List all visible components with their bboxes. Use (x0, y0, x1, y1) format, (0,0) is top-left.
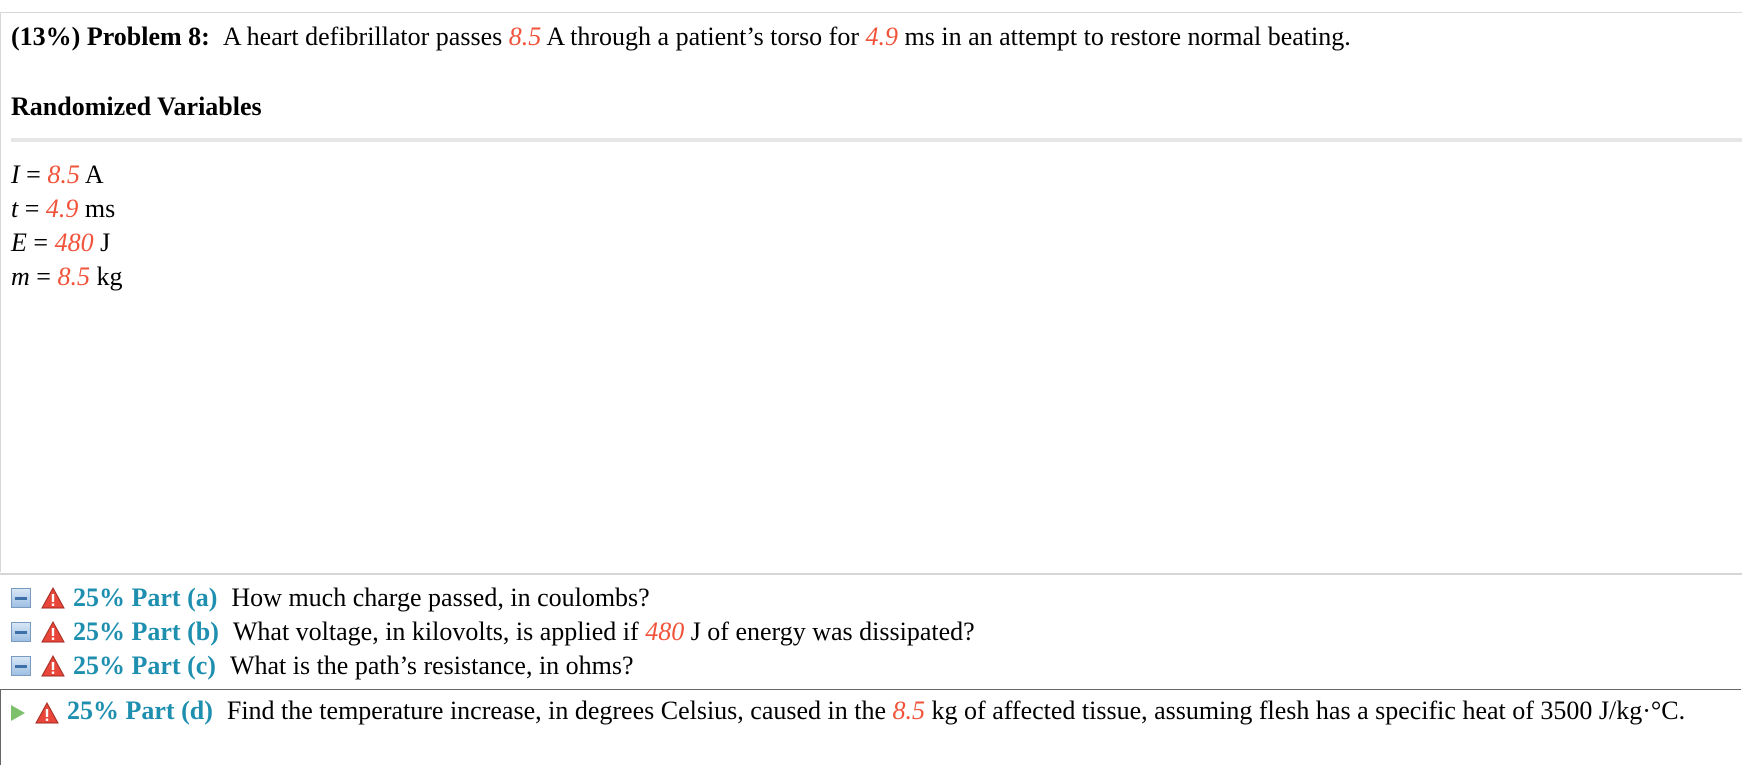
mass-value: 8.5 (892, 696, 926, 725)
part-d-row[interactable] (11, 694, 1731, 728)
variable-unit: ms (78, 194, 116, 223)
part-c-row[interactable] (11, 649, 975, 683)
problem-label: Problem 8: (86, 22, 210, 51)
randomized-variables-heading: Randomized Variables (11, 92, 262, 121)
variable-unit: A (79, 160, 104, 189)
variable-value: 4.9 (45, 194, 79, 223)
variable-value: 480 (54, 228, 94, 257)
part-c-label[interactable]: 25% Part (c) (73, 651, 216, 680)
time-value: 4.9 (865, 22, 899, 51)
warning-icon (41, 587, 65, 609)
top-divider (0, 12, 1742, 13)
problem-weight: (13%) (11, 22, 81, 51)
part-b-label[interactable]: 25% Part (b) (73, 617, 219, 646)
variable-row (11, 158, 122, 192)
variable-symbol: m (11, 262, 30, 291)
expand-box-icon[interactable] (11, 622, 31, 642)
part-a-row[interactable] (11, 581, 975, 615)
variable-equals: = (18, 194, 46, 223)
variable-row (11, 260, 122, 294)
problem-statement (11, 22, 1351, 52)
parts-divider (0, 573, 1742, 575)
warning-icon (35, 702, 59, 724)
variable-value: 8.5 (47, 160, 80, 189)
variable-unit: kg (89, 262, 123, 291)
part-a-label[interactable]: 25% Part (a) (73, 583, 218, 612)
part-d-question-2: kg of affected tissue, assuming flesh has a specific heat of 3500 J/kg·°C. (931, 696, 1686, 725)
variable-value: 8.5 (57, 262, 90, 291)
variable-row (11, 226, 122, 260)
part-a-question: How much charge passed, in coulombs? (231, 583, 650, 612)
variable-unit: J (93, 228, 111, 257)
part-b-question-1: What voltage, in kilovolts, is applied if (232, 617, 639, 646)
variable-equals: = (26, 228, 55, 257)
play-icon[interactable] (11, 705, 25, 721)
variables-list (11, 158, 122, 294)
energy-value: 480 (645, 617, 685, 646)
part-b-row[interactable] (11, 615, 975, 649)
variable-symbol: I (11, 160, 20, 189)
variable-equals: = (29, 262, 58, 291)
left-border (0, 12, 1, 572)
part-d-label[interactable]: 25% Part (d) (67, 696, 213, 725)
problem-text-1: A heart defibrillator passes (222, 22, 503, 51)
variable-equals: = (19, 160, 48, 189)
part-d-question-1: Find the temperature increase, in degrees Celsius, caused in the (226, 696, 887, 725)
variable-row (11, 192, 122, 226)
heading-divider (11, 138, 1742, 142)
problem-text-2: A through a patient’s torso for (546, 22, 860, 51)
variable-symbol: E (11, 228, 27, 257)
warning-icon (41, 621, 65, 643)
parts-list (11, 581, 975, 683)
warning-icon (41, 655, 65, 677)
variable-symbol: t (11, 194, 19, 223)
problem-text-3: ms in an attempt to restore normal beating. (904, 22, 1351, 51)
expand-box-icon[interactable] (11, 656, 31, 676)
current-value: 8.5 (508, 22, 542, 51)
part-b-question-2: J of energy was dissipated? (690, 617, 975, 646)
expand-box-icon[interactable] (11, 588, 31, 608)
part-c-question: What is the path’s resistance, in ohms? (229, 651, 634, 680)
